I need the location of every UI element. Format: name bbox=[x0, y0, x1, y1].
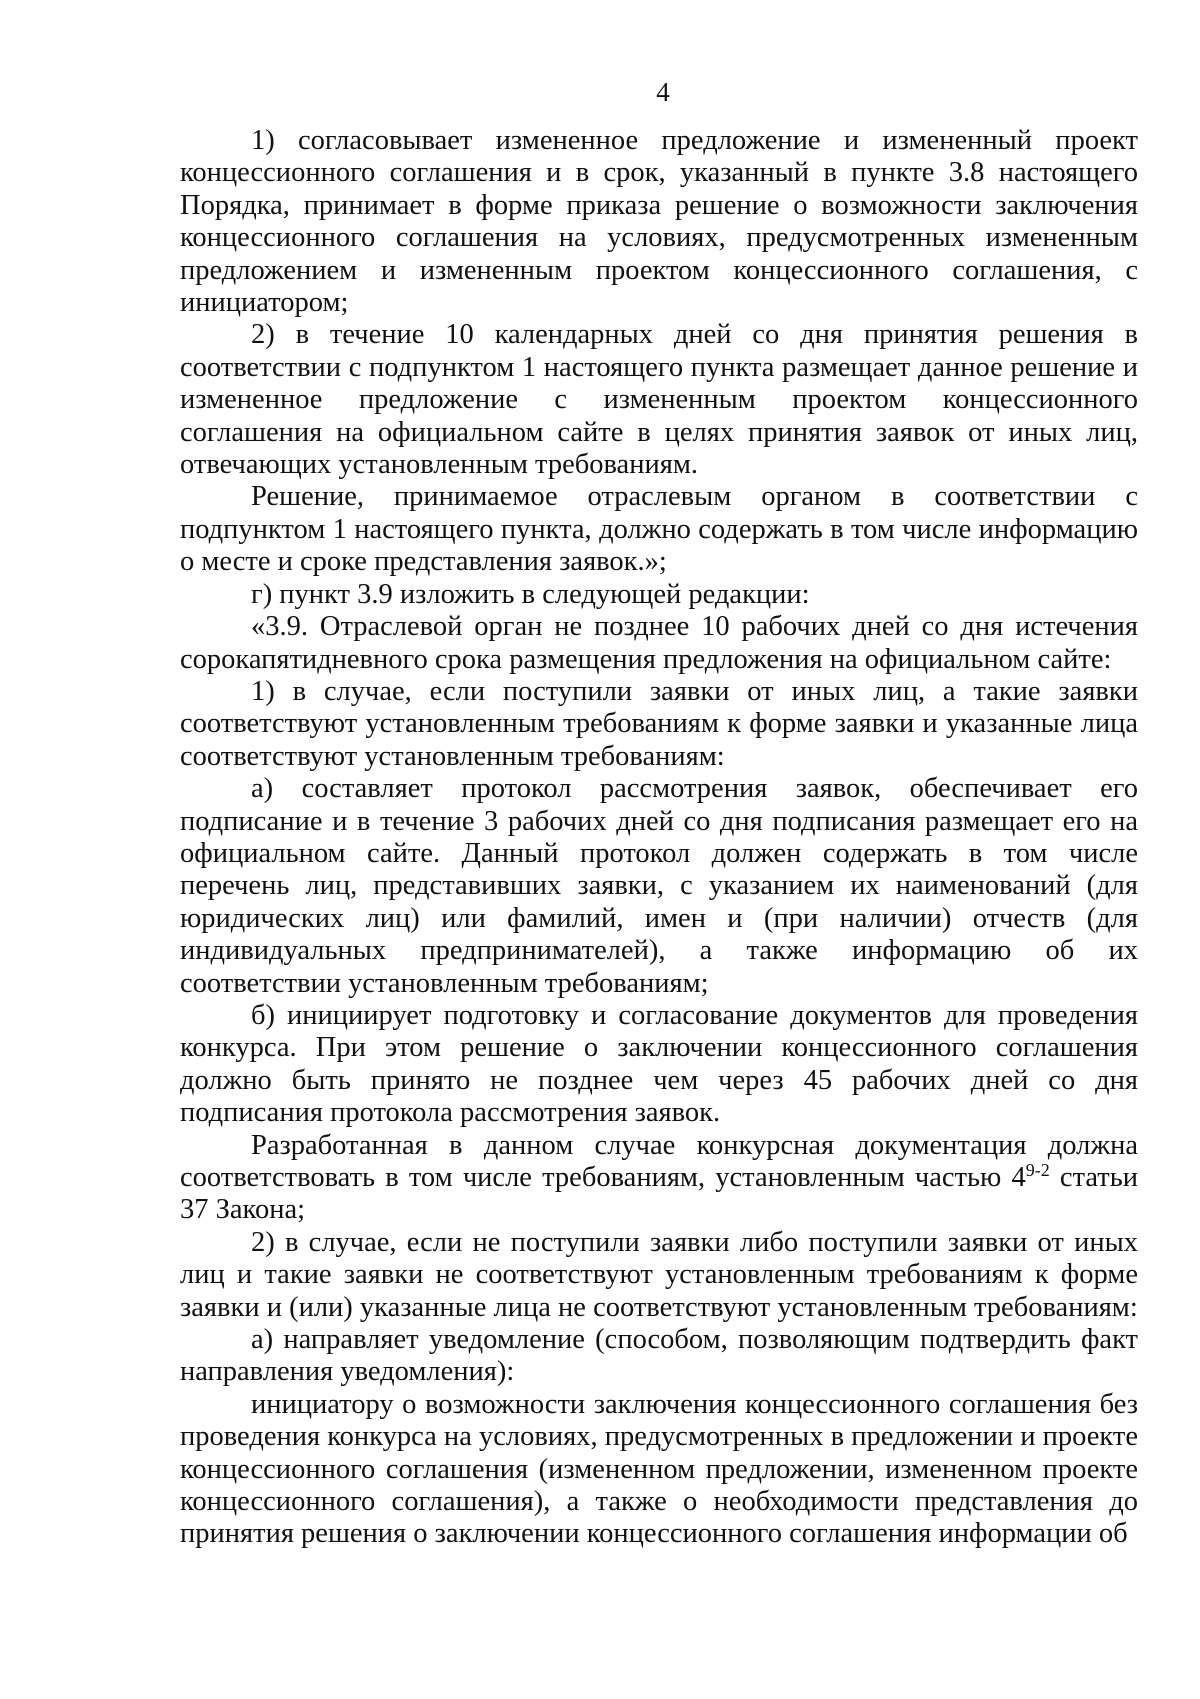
paragraph-3: Решение, принимаемое отраслевым органом в соответствии с подпунктом 1 настоящего пункта, должно содержать в том числе информацию о месте и сроке представления заявок.»; bbox=[180, 481, 1138, 578]
law-text-before: Разработанная в данном случае конкурсная документация должна соответствовать в том числе требованиям, установленным частью 4 bbox=[180, 1129, 1138, 1193]
paragraph-6: 1) в случае, если поступили заявки от иных лиц, а такие заявки соответствуют установленным требованиям к форме заявки и указанные лица соответствуют установленным требованиям: bbox=[180, 675, 1138, 772]
paragraph-1: 1) согласовывает измененное предложение и измененный проект концессионного соглашения и в срок, указанный в пункте 3.8 настоящего Порядка, принимает в форме приказа решение о возможности заключения концессионного соглашения на условиях, предусмотренных измененным предложением и измененным проектом концессионного соглашения, с инициатором; bbox=[180, 125, 1138, 319]
page-number: 4 bbox=[656, 77, 670, 107]
paragraph-8: б) инициирует подготовку и согласование документов для проведения конкурса. При этом решение о заключении концессионного соглашения должно быть принято не позднее чем через 45 рабочих дней со дня подписания протокола рассмотрения заявок. bbox=[180, 999, 1138, 1129]
paragraph-2: 2) в течение 10 календарных дней со дня принятия решения в соответствии с подпунктом 1 настоящего пункта размещает данное решение и измененное предложение с измененным проектом концессионного соглашения на официальном сайте в целях принятия заявок от иных лиц, отвечающих установленным требованиям. bbox=[180, 319, 1138, 481]
paragraph-12: инициатору о возможности заключения концессионного соглашения без проведения конкурса на условиях, предусмотренных в предложении и проекте концессионного соглашения (измененном предложении, измененном проекте концессионного соглашения), а также о необходимости представления до принятия решения о заключении концессионного соглашения информации об bbox=[180, 1388, 1138, 1550]
paragraph-10: 2) в случае, если не поступили заявки либо поступили заявки от иных лиц и такие заявки не соответствуют установленным требованиям к форме заявки и (или) указанные лица не соответствуют установленным требованиям: bbox=[180, 1226, 1138, 1323]
law-superscript: 9-2 bbox=[1025, 1160, 1050, 1180]
paragraph-9 bbox=[180, 1130, 1138, 1227]
paragraph-5: «3.9. Отраслевой орган не позднее 10 рабочих дней со дня истечения сорокапятидневного срока размещения предложения на официальном сайте: bbox=[180, 611, 1138, 675]
paragraph-4: г) пункт 3.9 изложить в следующей редакции: bbox=[251, 578, 810, 610]
paragraph-7: а) составляет протокол рассмотрения заявок, обеспечивает его подписание и в течение 3 рабочих дней со дня подписания размещает его на официальном сайте. Данный протокол должен содержать в том числе перечень лиц, представивших заявки, с указанием их наименований (для юридических лиц) или фамилий, имен и (при наличии) отчеств (для индивидуальных предпринимателей), а также информацию об их соответствии установленным требованиям; bbox=[180, 773, 1138, 999]
paragraph-11: а) направляет уведомление (способом, позволяющим подтвердить факт направления уведомления): bbox=[180, 1324, 1138, 1388]
law-text-after: статьи 37 Закона; bbox=[180, 1162, 1138, 1226]
document-body bbox=[180, 125, 1138, 1551]
